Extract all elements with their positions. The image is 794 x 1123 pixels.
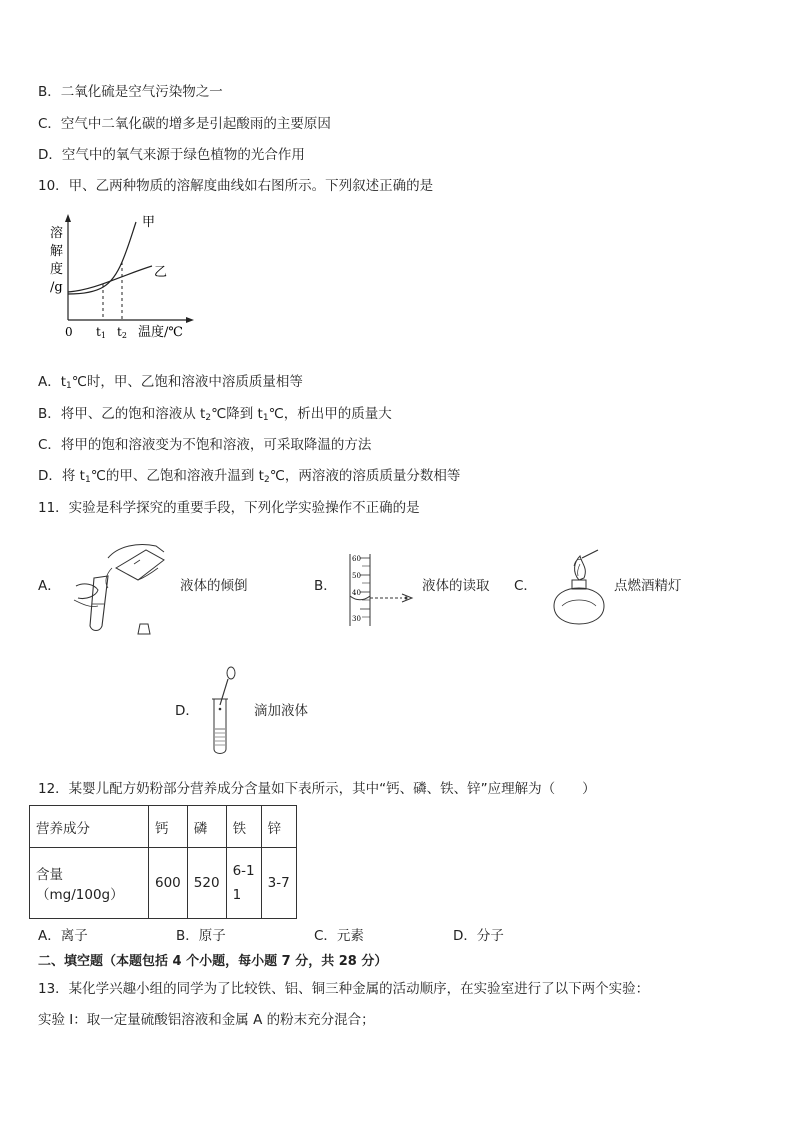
pouring-liquid-illustration <box>68 538 178 638</box>
header-iron: 铁 <box>226 806 261 848</box>
q10-option-d: D．将 $t_1℃$的甲、乙饱和溶液升温到 $t_2℃$，两溶液的溶质质量分数相等 <box>38 468 461 485</box>
curve-yi-label: 乙 <box>154 265 168 280</box>
q12-stem: 12．某婴儿配方奶粉部分营养成分含量如下表所示，其中“钙、磷、铁、锌”应理解为（ ） <box>38 781 596 797</box>
header-nutrient: 营养成分 <box>30 806 149 848</box>
curve-jia-label: 甲 <box>142 215 156 230</box>
q10-option-a: A．$t_1℃$时，甲、乙饱和溶液中溶质质量相等 <box>38 374 303 391</box>
q12-option-b: B．原子 <box>176 928 226 944</box>
q10-stem: 10．甲、乙两种物质的溶解度曲线如右图所示。下列叙述正确的是 <box>38 178 434 194</box>
alcohol-lamp-illustration <box>544 548 614 626</box>
q11-option-c-label: 点燃酒精灯 <box>614 578 682 594</box>
solubility-graph <box>40 210 210 345</box>
cylinder-tick-60: 60 <box>352 555 361 563</box>
q12-option-c: C．元素 <box>314 928 364 944</box>
origin-label: 0 <box>65 325 73 339</box>
x-axis-label: 温度/℃ <box>138 325 183 340</box>
cell-zinc: 3-7 <box>261 848 296 919</box>
y-label-3: 度 <box>50 262 64 277</box>
cell-content-label: 含量（mg/100g） <box>30 848 149 919</box>
q9-option-c: C．空气中二氧化碳的增多是引起酸雨的主要原因 <box>38 116 331 132</box>
cell-iron: 6-1 1 <box>226 848 261 919</box>
section-heading: 二、填空题（本题包括 4 个小题，每小题 7 分，共 28 分） <box>38 954 388 969</box>
dropper-illustration <box>204 665 248 757</box>
q11-option-b-label: 液体的读取 <box>422 578 490 594</box>
q11-option-a-label: 液体的倾倒 <box>180 578 248 594</box>
q11-option-d-label: 滴加液体 <box>254 703 308 719</box>
cylinder-tick-40: 40 <box>352 589 361 597</box>
y-unit: /g <box>50 280 63 295</box>
graph-y-arrow <box>65 214 71 222</box>
table-header-row <box>30 806 297 848</box>
nutrition-table <box>29 805 297 919</box>
curve-jia-line <box>68 222 136 294</box>
graph-x-arrow <box>186 317 194 323</box>
cell-calcium: 600 <box>149 848 188 919</box>
q10-option-c: C．将甲的饱和溶液变为不饱和溶液，可采取降温的方法 <box>38 437 372 453</box>
q12-option-a: A．离子 <box>38 928 88 944</box>
table-row <box>30 848 297 919</box>
q11-option-c-letter: C． <box>514 578 537 594</box>
y-label-2: 解 <box>50 244 64 259</box>
q11-option-d-letter: D． <box>175 703 199 719</box>
cylinder-reading-illustration <box>340 550 420 630</box>
cell-phosphorus: 520 <box>187 848 226 919</box>
q9-option-b: B．二氧化硫是空气污染物之一 <box>38 84 223 100</box>
curve-yi-line <box>68 266 152 292</box>
q10-option-b: B．将甲、乙的饱和溶液从 $t_2℃$降到 $t_1℃$，析出甲的质量大 <box>38 406 392 423</box>
header-phosphorus: 磷 <box>187 806 226 848</box>
q9-option-d: D．空气中的氧气来源于绿色植物的光合作用 <box>38 147 305 163</box>
header-zinc: 锌 <box>261 806 296 848</box>
cylinder-tick-50: 50 <box>352 572 361 580</box>
q11-option-b-letter: B． <box>314 578 337 594</box>
q11-stem: 11．实验是科学探究的重要手段，下列化学实验操作不正确的是 <box>38 500 420 516</box>
t2-label: t2 <box>117 325 127 340</box>
q13-stem: 13．某化学兴趣小组的同学为了比较铁、铝、铜三种金属的活动顺序，在实验室进行了以下两个实验： <box>38 981 650 997</box>
q12-option-d: D．分子 <box>453 928 504 944</box>
header-calcium: 钙 <box>149 806 188 848</box>
y-label-1: 溶 <box>50 226 64 241</box>
q11-option-a-letter: A． <box>38 578 61 594</box>
t1-label: t1 <box>96 325 106 340</box>
cylinder-tick-30: 30 <box>352 615 361 623</box>
q13-experiment-1: 实验 I：取一定量硫酸铝溶液和金属 A 的粉末充分混合； <box>38 1012 375 1028</box>
